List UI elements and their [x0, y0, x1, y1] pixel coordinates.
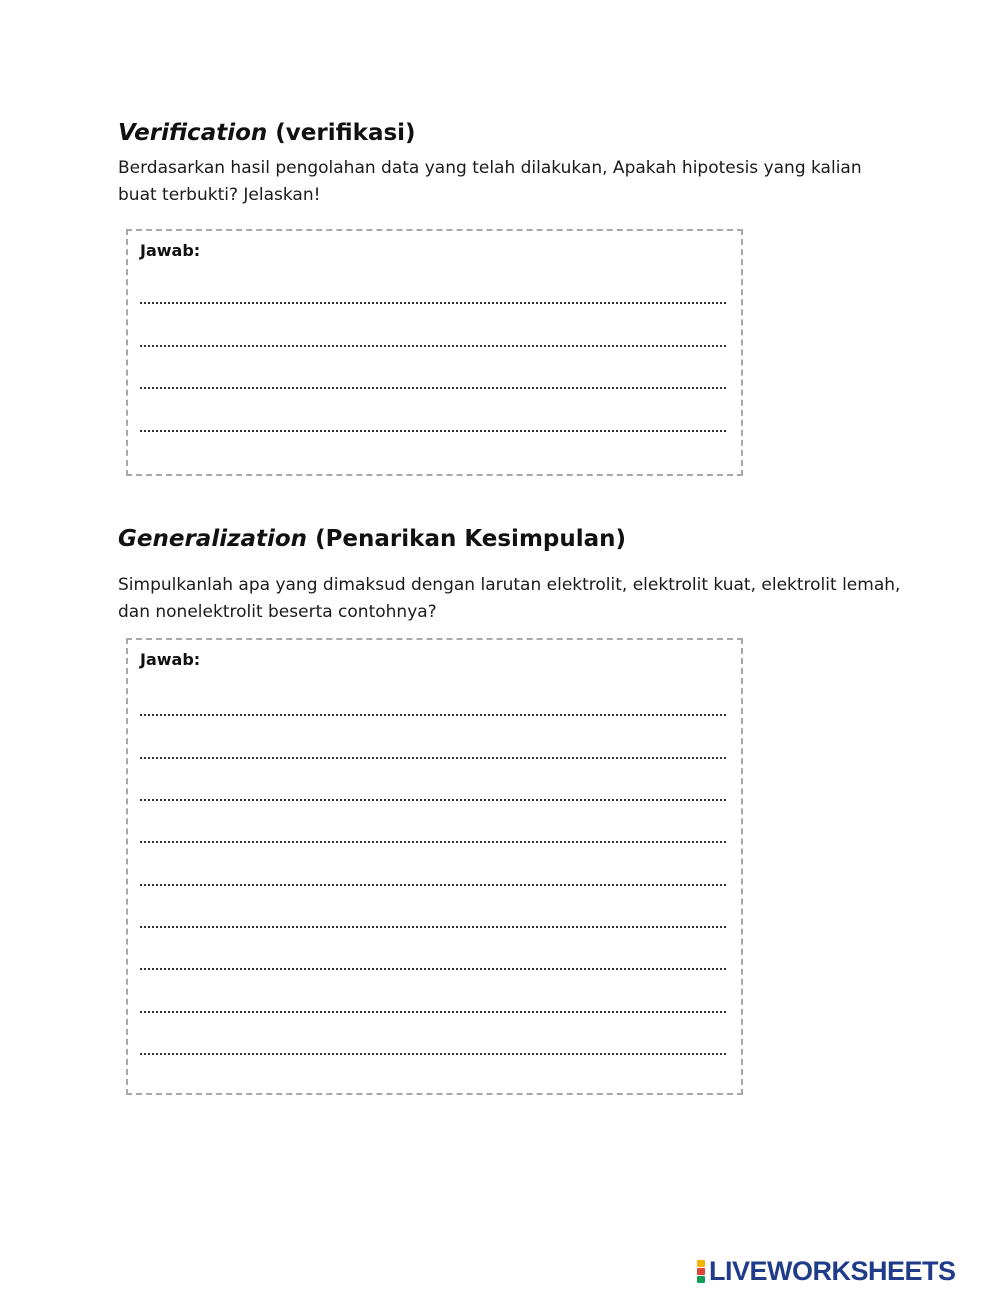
verification-answer-box[interactable] — [126, 229, 743, 476]
answer-line[interactable] — [140, 926, 726, 928]
answer-line[interactable] — [140, 345, 726, 347]
generalization-answer-label: Jawab: — [140, 650, 201, 669]
logo-block — [697, 1260, 705, 1267]
answer-line[interactable] — [140, 387, 726, 389]
answer-line[interactable] — [140, 302, 726, 304]
verification-heading — [118, 120, 416, 146]
answer-line[interactable] — [140, 1011, 726, 1013]
logo-block — [697, 1276, 705, 1283]
generalization-title-italic: Generalization — [118, 526, 308, 552]
answer-line[interactable] — [140, 714, 726, 716]
generalization-title-rest: (Penarikan Kesimpulan) — [315, 526, 627, 552]
generalization-heading — [118, 526, 626, 552]
answer-line[interactable] — [140, 757, 726, 759]
verification-title-italic: Verification — [118, 120, 268, 146]
liveworksheets-logo-icon — [697, 1260, 705, 1283]
liveworksheets-brand — [697, 1256, 956, 1286]
verification-prompt: Berdasarkan hasil pengolahan data yang telah dilakukan, Apakah hipotesis yang kalian buat terbukti? Jelaskan! — [118, 158, 862, 205]
answer-line[interactable] — [140, 841, 726, 843]
answer-line[interactable] — [140, 1053, 726, 1055]
verification-answer-label: Jawab: — [140, 241, 201, 260]
logo-block — [697, 1268, 705, 1275]
generalization-prompt: Simpulkanlah apa yang dimaksud dengan larutan elektrolit, elektrolit kuat, elektrolit lemah, dan nonelektrolit beserta contohnya? — [118, 575, 901, 622]
verification-title-rest: (verifikasi) — [275, 120, 416, 146]
answer-line[interactable] — [140, 884, 726, 886]
generalization-answer-box[interactable] — [126, 638, 743, 1095]
answer-line[interactable] — [140, 968, 726, 970]
brand-name: LIVEWORKSHEETS — [709, 1255, 956, 1286]
answer-line[interactable] — [140, 799, 726, 801]
answer-line[interactable] — [140, 430, 726, 432]
